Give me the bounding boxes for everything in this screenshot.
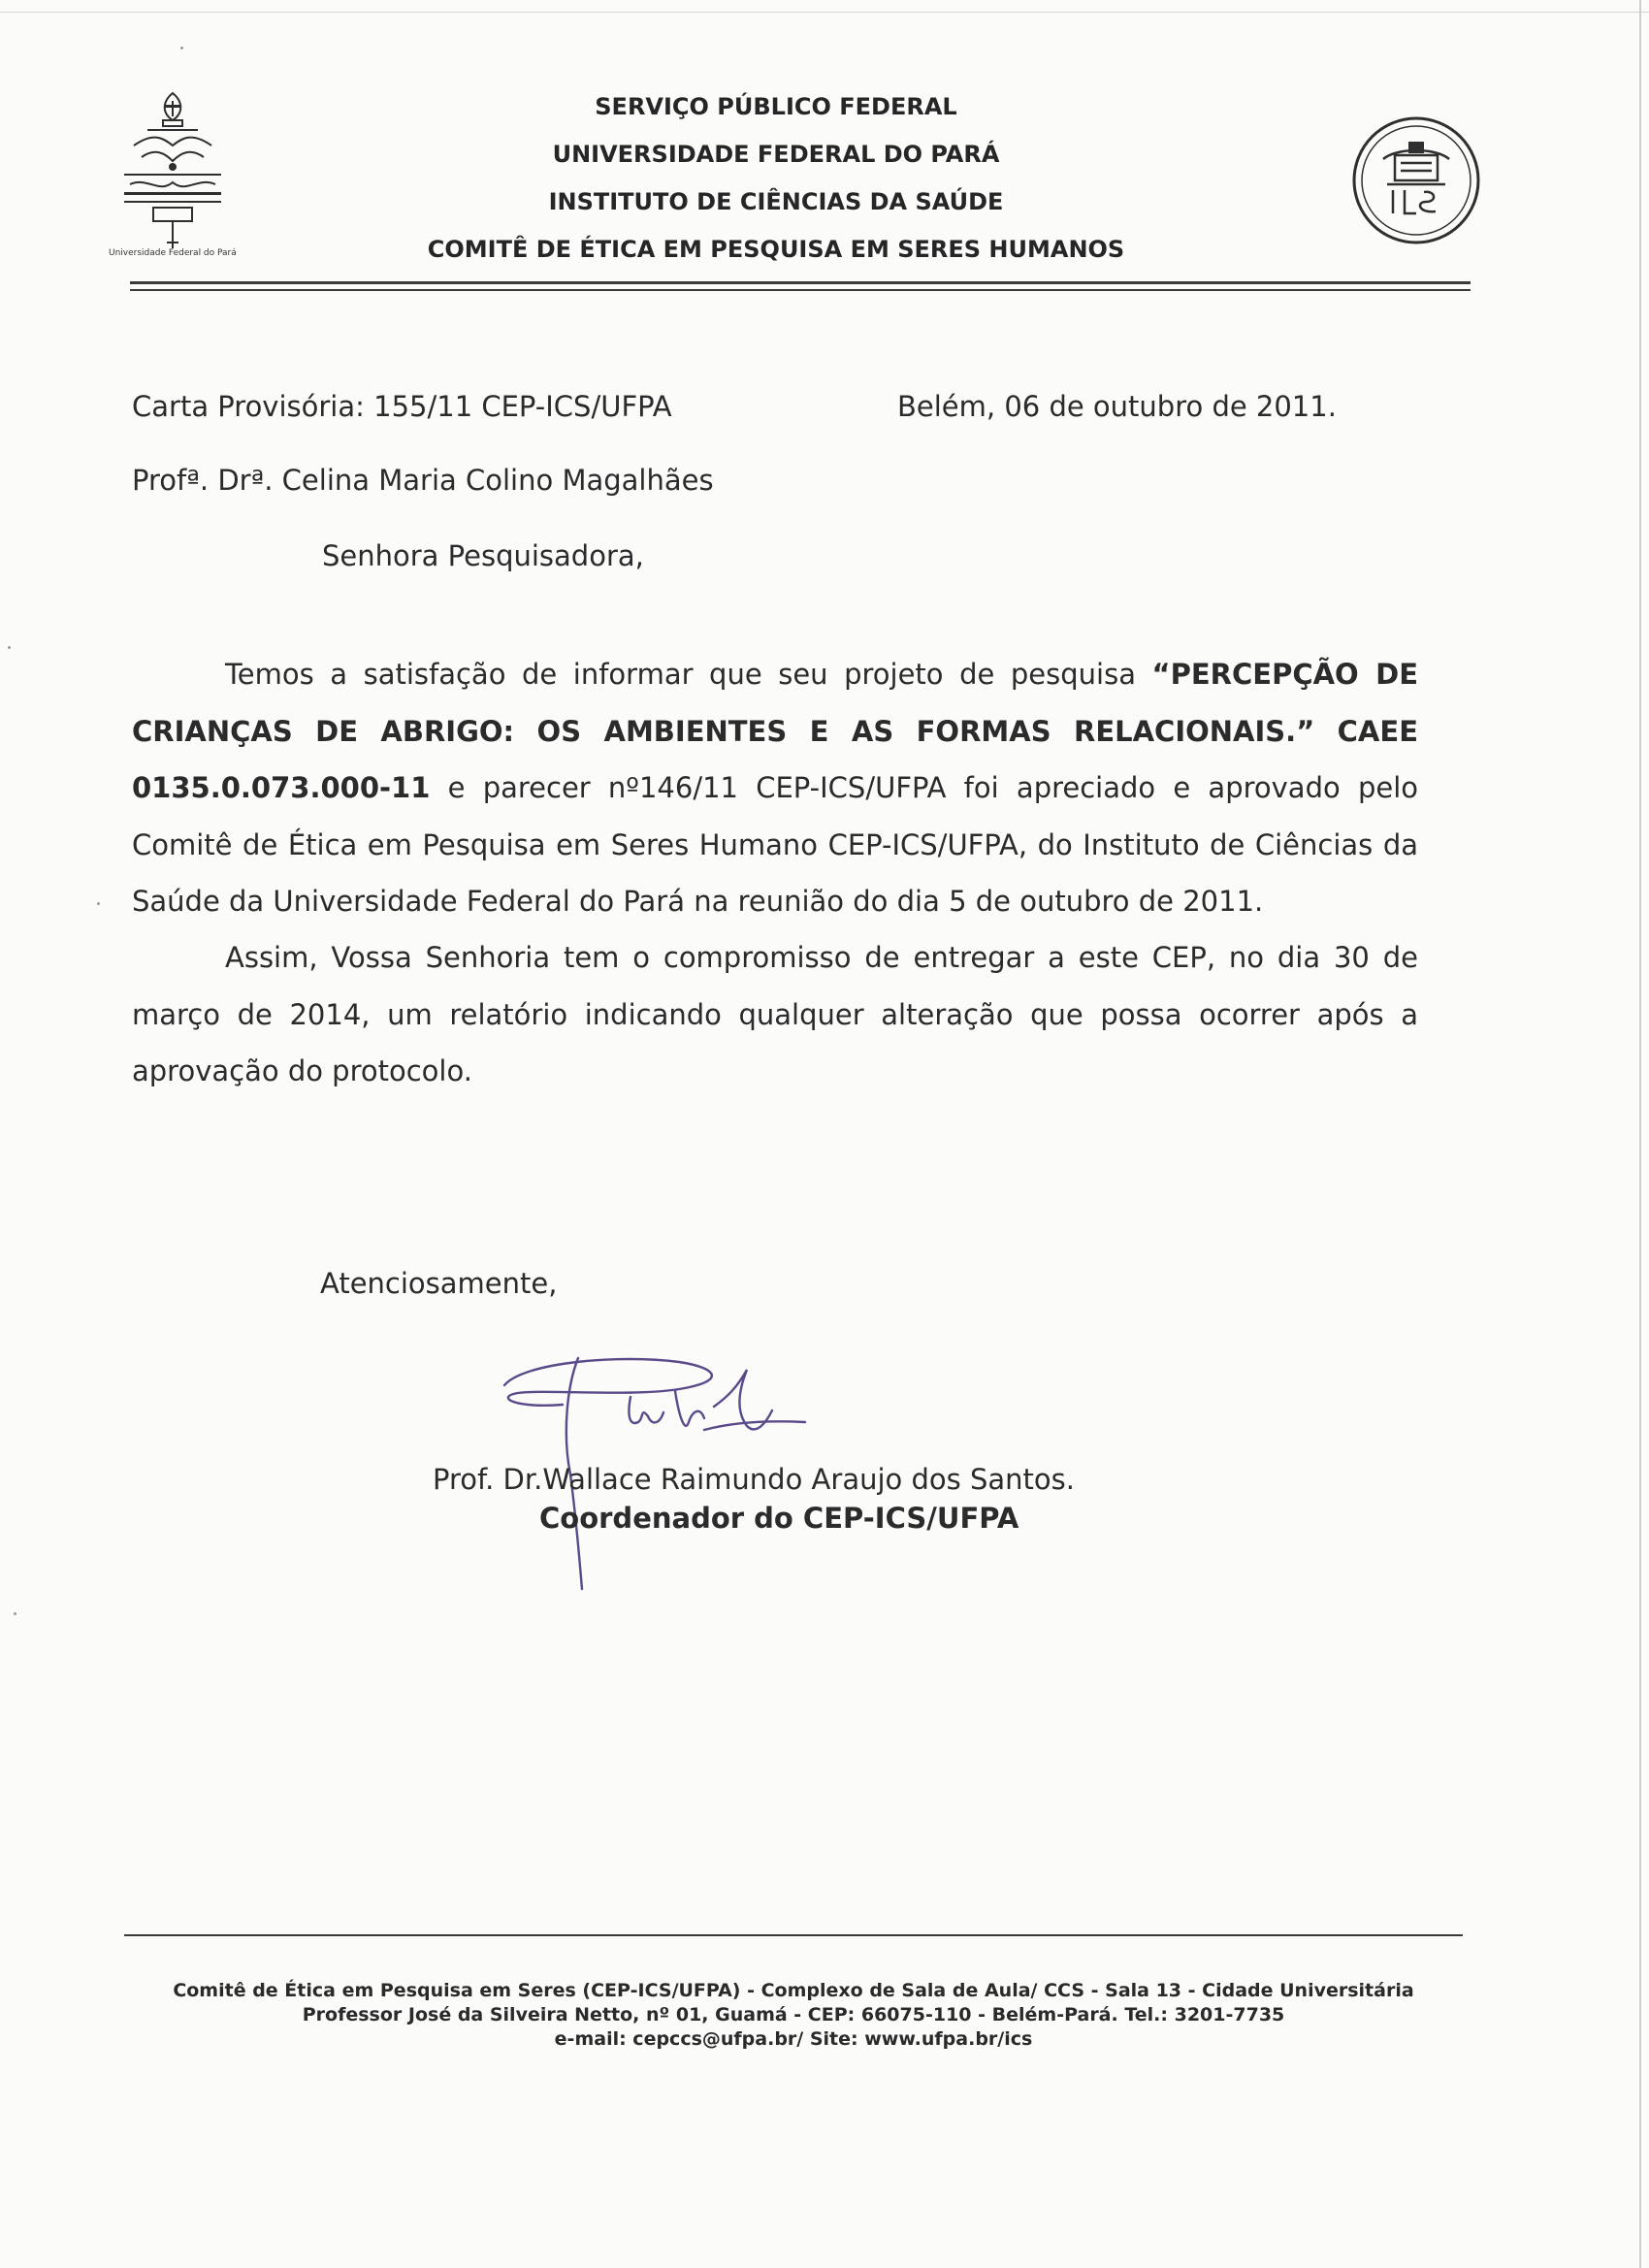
footer-address <box>124 1979 1463 2052</box>
scan-edge <box>0 12 1649 13</box>
ufpa-logo-caption: Universidade Federal do Pará <box>109 248 237 258</box>
signatory-name: Prof. Dr.Wallace Raimundo Araujo dos Santos. <box>433 1463 1075 1496</box>
obligation-text: Assim, Vossa Senhoria tem o compromisso de entregar a este CEP, no dia 30 de março de 2014, um relatório indicando qualquer alteração que possa ocorrer após a aprovação do protocolo. <box>132 941 1418 1087</box>
header-line-university: UNIVERSIDADE FEDERAL DO PARÁ <box>552 141 1000 168</box>
ics-seal-logo <box>1348 113 1484 248</box>
letter-date: Belém, 06 de outubro de 2011. <box>897 390 1337 423</box>
letterhead <box>349 83 1203 274</box>
signatory-role: Coordenador do CEP-ICS/UFPA <box>539 1502 1019 1535</box>
letter-addressee: Profª. Drª. Celina Maria Colino Magalhães <box>132 464 714 497</box>
scan-speck <box>8 646 11 649</box>
body-paragraph-obligation <box>132 929 1418 1100</box>
approval-text-intro: Temos a satisfação de informar que seu projeto de pesquisa <box>225 658 1152 691</box>
scan-speck <box>97 902 100 905</box>
scan-edge-right <box>1639 0 1641 2268</box>
header-rule-thin <box>130 289 1471 291</box>
scan-speck <box>14 1612 16 1615</box>
letter-reference: Carta Provisória: 155/11 CEP-ICS/UFPA <box>132 390 672 423</box>
letter-closing: Atenciosamente, <box>320 1267 558 1300</box>
body-paragraph-approval <box>132 646 1418 930</box>
ufpa-logo <box>105 87 270 262</box>
footer-rule <box>124 1934 1463 1936</box>
header-line-service: SERVIÇO PÚBLICO FEDERAL <box>595 93 957 120</box>
footer-line-contact: e-mail: cepccs@ufpa.br/ Site: www.ufpa.br/ics <box>554 2028 1033 2050</box>
letter-salutation: Senhora Pesquisadora, <box>322 539 644 572</box>
project-title: “PERCEPÇÃO DE CRIANÇAS DE ABRIGO: OS AMBIENTES E AS FORMAS RELACIONAIS.” CAEE 0135.0.073.000-11 <box>132 658 1418 804</box>
header-rule <box>130 281 1471 284</box>
scan-speck <box>180 47 183 49</box>
approval-text-rest: e parecer nº146/11 CEP-ICS/UFPA foi apreciado e aprovado pelo Comitê de Ética em Pesquisa em Seres Humano CEP-ICS/UFPA, do Instituto de Ciências da Saúde da Universidade Federal do Pará na reunião do dia 5 de outubro de 2011. <box>132 771 1418 918</box>
header-line-committee: COMITÊ DE ÉTICA EM PESQUISA EM SERES HUMANOS <box>427 236 1125 263</box>
footer-line-committee: Comitê de Ética em Pesquisa em Seres (CEP-ICS/UFPA) - Complexo de Sala de Aula/ CCS - Sala 13 - Cidade Universitária <box>173 1980 1414 2001</box>
header-line-institute: INSTITUTO DE CIÊNCIAS DA SAÚDE <box>548 188 1004 215</box>
footer-line-address: Professor José da Silveira Netto, nº 01, Guamá - CEP: 66075-110 - Belém-Pará. Tel.: 3201-7735 <box>302 2004 1285 2025</box>
